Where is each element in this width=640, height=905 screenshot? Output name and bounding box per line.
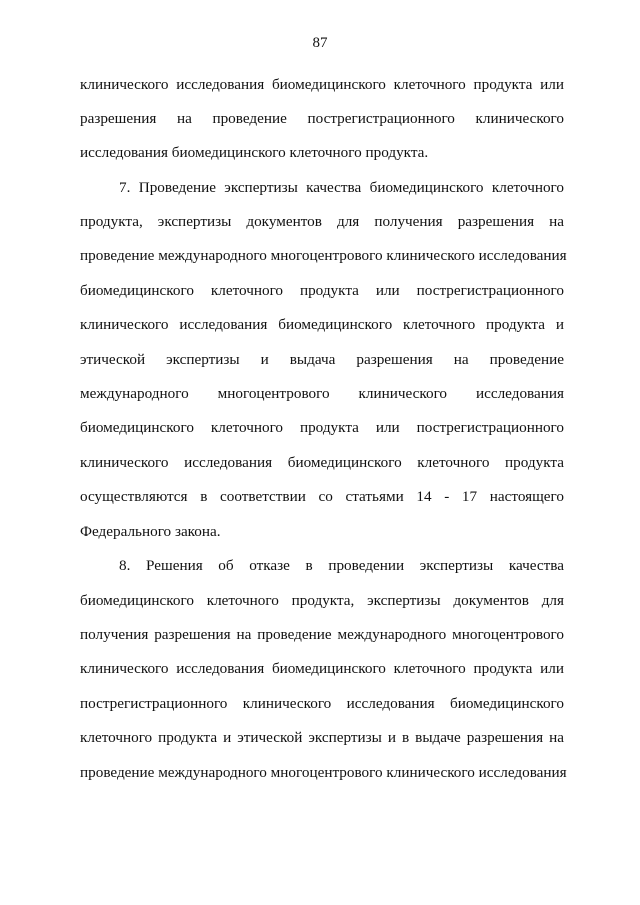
text-line: биомедицинского клеточного продукта или пострегистрационного bbox=[80, 282, 564, 299]
text-line: проведение международного многоцентрового клинического исследования bbox=[80, 247, 567, 264]
text-line: международного многоцентрового клинического исследования bbox=[80, 385, 564, 402]
text-line: получения разрешения на проведение международного многоцентрового bbox=[80, 626, 564, 643]
page-number: 87 bbox=[312, 35, 328, 51]
paragraph-start-line: 8. Решения об отказе в проведении экспертизы качества bbox=[119, 557, 564, 574]
text-line: Федерального закона. bbox=[80, 523, 221, 540]
text-line: этической экспертизы и выдача разрешения на проведение bbox=[80, 351, 564, 368]
text-line: клеточного продукта и этической экспертизы и в выдаче разрешения на bbox=[80, 729, 564, 746]
text-line: продукта, экспертизы документов для получения разрешения на bbox=[80, 213, 564, 230]
text-line: клинического исследования биомедицинского клеточного продукта bbox=[80, 454, 564, 471]
text-line: клинического исследования биомедицинского клеточного продукта или bbox=[80, 76, 564, 93]
text-line: исследования биомедицинского клеточного продукта. bbox=[80, 144, 429, 161]
text-line: проведение международного многоцентрового клинического исследования bbox=[80, 764, 567, 781]
text-line: пострегистрационного клинического исследования биомедицинского bbox=[80, 695, 564, 712]
paragraph-start-line: 7. Проведение экспертизы качества биомедицинского клеточного bbox=[119, 179, 564, 196]
text-line: клинического исследования биомедицинского клеточного продукта или bbox=[80, 660, 564, 677]
text-line: биомедицинского клеточного продукта или пострегистрационного bbox=[80, 419, 564, 436]
text-line: осуществляются в соответствии со статьями 14 - 17 настоящего bbox=[80, 488, 564, 505]
text-line: клинического исследования биомедицинского клеточного продукта и bbox=[80, 316, 564, 333]
text-line: разрешения на проведение пострегистрационного клинического bbox=[80, 110, 564, 127]
text-line: биомедицинского клеточного продукта, экспертизы документов для bbox=[80, 592, 564, 609]
